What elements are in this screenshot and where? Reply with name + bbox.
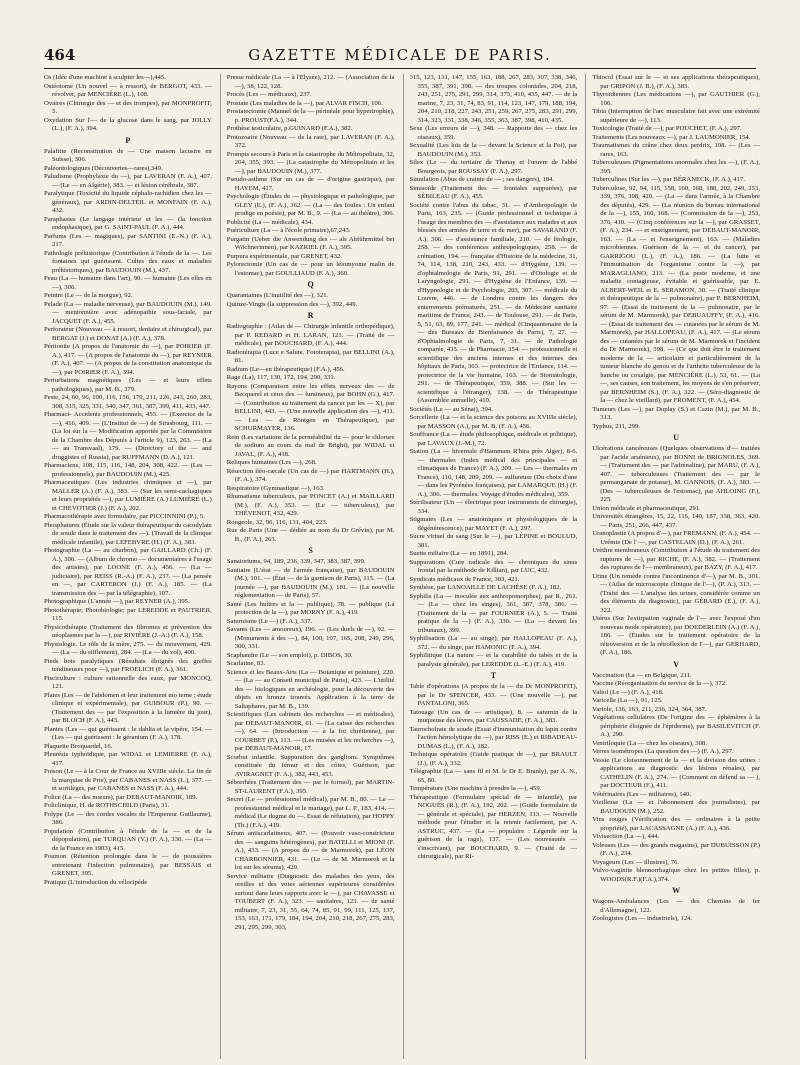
index-entry: Sociétés (Le — au Sénat), 394. xyxy=(409,405,493,413)
index-entry: Psychologie (Études de — physiologique et pathologique, par GLEY (E.), (F. A.), 362. — (La — des foules : Un enfant prodige en poésie), par M. B., 9. — (La — au théâtre), 306. xyxy=(226,193,395,217)
index-entry: Variole, 136, 163, 211, 236, 324, 364, 387. xyxy=(592,705,707,713)
index-entry: Vulvo-vaginite blennorrhagique chez les petites filles), p. WOODS(R.F.)(F.A.),374. xyxy=(592,867,760,883)
index-entry: Plaquette Broquardel, 16. xyxy=(44,742,113,750)
index-entry: Reliques humaines (Les —), 268. xyxy=(226,459,317,467)
index-entry: Peintre (Le — de la morgue), 92. xyxy=(44,292,133,300)
index-entry: Syphilisation (La — au singe), par HALLOPEAU (F. A.), 372. — du singe, par HAMONIC (F. A.), 394. xyxy=(409,635,578,651)
index-entry: Phosphatures (Étude sur la valeur thérapeutique du cacodylate de soude dans le traitement des —). (Travail de la clinique médicale infantile), par LEFEBVRE (H.) (F. A.), 383. xyxy=(44,521,212,546)
index-columns xyxy=(44,74,760,1059)
index-entry: Ulcérations cancéreuses (Quelques observations d'— traitées par l'acide arsénieux), par BONNI de BRIGNOLES, 369. — (Traitement des — par l'adrénaline), par MARU, (F. A.), 407. — tuberculeuses (Traitement des — par le permanganate de potasse), M. GANNOIS, (F. A.), 383. — (Des — tuberculeuses de l'estomac), par AHLOING (F.), 225. xyxy=(592,445,760,504)
index-entry: Pelade (La — maladie nerveuse), par BAUDOUIN (M.), 149. — mentonnière avec adénopathie sous-faciale, par JACQUET (F. A.), 455. xyxy=(44,300,212,325)
index-entry: Perturbations magnétiques (Les — et leurs effets pathologiques), par M. B., 379. xyxy=(44,377,212,393)
index-entry: Température (Une machine à prendre la —), 459. xyxy=(409,785,542,793)
page-header xyxy=(44,44,756,69)
index-entry: Radium (Le—en thérapeutique) (F.A.), 456. xyxy=(226,365,345,373)
index-entry: Secret (Le — professionnel médical), par M. B., 80. — Le — professionnel médical et le mariage), par L. P., 183, 414. — médical (Le dogme du —. Essai de réfutation), par HOPPY (Th.) (F.A.), 419. xyxy=(226,796,395,829)
index-entry: Parfums (Les — magiques), par SANTINI (E.-N.) (F. A.), 217. xyxy=(44,232,212,249)
index-entry: Sorcellerie (La — et la science des poisons au XVIIIe siècle), par MASSON (A.), par M. B. (F. A.), 456. xyxy=(409,414,578,430)
index-entry: Uranoplastie (A propos d'—), par FREMANN, (F. A.), 454. — Urémie (De l' —, par CASTELAIN (D.), (F. A.), 261. xyxy=(592,530,760,546)
index-entry: Poison (Le — à la Cour de France au XVIIIe siècle. La fin de la marquise de Prie), par CABANES et NASS (L.), 377. — et sortilèges, par CABANES et NASS (F. A.), 444. xyxy=(44,768,212,793)
index-column-2 xyxy=(220,74,395,1059)
index-entry: Traitements (Les nouveaux —), par J. LAUMONIER, 154. xyxy=(592,133,751,141)
index-entry: Peste, 24, 60, 96, 100, 116, 156, 179, 211, 226, 243, 260, 283, 308, 315, 325, 331, 340, 347, 361, 387, 399, 411, 433, 447. xyxy=(44,394,212,410)
index-entry: Poumon (Rétention prolongée dans le — de poussières entretenant l'infection pulmonaire), par BESSAIS et GRENET, 395. xyxy=(44,853,212,878)
index-entry: Publicité (La — médicale), 434. xyxy=(226,218,313,226)
index-entry: Suette miliaire (La — en 1891), 284. xyxy=(409,550,509,557)
index-entry: Procès (Les — médicaux), 237. xyxy=(226,91,312,98)
index-entry: Ventriloquie (La — chez les oiseaux), 308. xyxy=(592,739,708,747)
index-entry: Paralytique (Toxicité du liquide céphalo-rachidien chez les — généraux), par ARDIN-DELTEIL et MONFAIN (F. A.), 432. xyxy=(44,190,212,215)
index-entry: 315, 123, 131, 147, 155, 163, 188, 267, 283, 307, 338, 346, 355, 387, 391, 398. — des troupes coloniales, 204, 218, 243, 251, 275, 291, 299, 314, 375, 410, 435, 447. — de la marine, 7, 23, 31, 74, 83, 91, 114, 123, 147, 179, 188, 194, 204, 210, 218, 227, 243, 251, 259, 267, 275, 283, 291, 299, 314, 323, 331, 338, 346, 355, 363, 387, 398, 410, 435. xyxy=(409,74,578,124)
section-letter: V xyxy=(673,659,680,669)
section-letter: Q xyxy=(307,280,314,289)
index-entry: Population (Contribution à l'étude de la — et de la dépopulation), par TURQUAN (V.) (F. A.), 330. — (La — de la France en 1903), 415. xyxy=(44,827,212,852)
index-entry: Pseudo-asthme (Sur un cas de — d'origine gastrique), par HAYEM, 417. xyxy=(226,176,395,192)
section-letter: S xyxy=(308,546,313,556)
index-entry: Toxicologie (Traité de —), par POUCHET, (F. A.), 297. xyxy=(592,125,742,132)
index-entry: Scarlatine, 83. xyxy=(226,660,266,668)
index-entry: Policlinique, H. de ROTHSCHILD (Paris), 31. xyxy=(44,802,170,810)
index-entry: Ovaires (Chirurgie des — et des trompes), par MONPROFIT, 5. xyxy=(44,99,212,115)
index-entry: Prothèse testiculaire, p.GUINARD (F.A.), 382. xyxy=(226,125,353,132)
index-entry: Pieds bots paralytiques (Résultats éloignés des greffes tendineuses pour —), par FROELICH (F. A.), 361. xyxy=(44,657,212,674)
index-entry: Radiotérapia (Luce e Salute. Fototerapia), par BELLINI (A.), 81. xyxy=(226,348,395,365)
index-entry: Photographie (La — au charbon), par GAILLARD (Ch.) (F. A.), 306. — (Album de chromo — documentaires à l'usage des artistes), par LOONE (F. A.), 456. — (La — judiciaire), par REISS (R.-A.) (F. A.), 237. — (La pensée en —, par CARTERON (J.) (F. A.), 185. — (La transmission des — par la télégraphie), 107. xyxy=(44,547,212,597)
index-entry: Presse médicale (La — à l'Élysée), 212. — (Association de la —), 38, 122, 128. xyxy=(226,74,395,90)
index-entry: Pharmaceutiques (Les industries chimiques et —), par MALLER (A.) (F. A.), 383. — (Sur les semi-cachagiques et leurs propriétés —), par LUMIÈRE (A.) LUMIÈRE (L.) et CHEVOTIER (J.) (F. A.), 202. xyxy=(44,479,212,512)
index-entry: Palafitte (Reconstitution de — Une maison lacustre en Suisse), 306. xyxy=(44,147,212,164)
index-entry: Plantes (Les — qui guérissent : le dahlia et la vipère, 154. — (Les — qui guérissent : le géranium (F. A.), 178. xyxy=(44,725,212,742)
page-number: 464 xyxy=(44,46,76,64)
index-entry: Purgatin (Ueber die Anwendung des — als Abführmittel bei Wöchnerinnen), par KAZRIEL (F. A.), 395. xyxy=(226,235,395,251)
index-entry: Urèthre membraneux (Contribution à l'étude du traitement des ruptures de —), par RICHE, (F. A.), 382. — (Traitement des ruptures de l'— membraneux), par BAZY, (F. A.), 417. xyxy=(592,547,760,572)
index-entry: Résection iléo-cæcale (Un cas de —) par HARTMANN (H.), (F. A.), 374. xyxy=(226,467,395,484)
index-entry: Oxydation Sur l'— de la glucose dans le sang, par JOLLY (L.), (F. A.), 394. xyxy=(44,116,212,132)
index-entry: Pylorectomie (Un cas de — pour un léiomyome malin de l'estomac), par GOULLIAUD (F. A.), 360. xyxy=(226,261,395,277)
index-entry: Paludisme (Prophylaxie du —), par LAVERAN (F. A.), 407. — (Le — en Algérie), 383. — et lésion cérébrale, 387. xyxy=(44,173,212,189)
index-entry: Pharmaci- Accidents professionnels, 455. — (Exercice de la —), 416, 409. — (L'Institut de —) de Strasbourg, 111. — (La loi sur la — Modification apportée par la Commission de la Chambre des Députés à l'article 9), 123, 263. — (La — au Transvaal), 179. — (Directory of the — and druggistes of Russia), par RUFFMANN (D. A.), 121. xyxy=(44,411,212,461)
index-entry: Vaccination (La — en Belgique, 211. xyxy=(592,671,692,679)
index-entry: Tibia (Interruption de l'arc musculaire fait avec une extrémité supérieure de —), 113. xyxy=(592,108,760,124)
index-entry: Varicelle (La —), 91, 125. xyxy=(592,697,663,705)
index-entry: Synthèse, par LANOAILLE DE LACHÈSE (F. A.), 182. xyxy=(409,584,562,591)
section-letter: W xyxy=(672,886,681,896)
index-entry: Thiocol (Essai sur le — et ses applications thérapeutiques), par GRIPON (J. B.), (F. A.), 383. xyxy=(592,74,760,90)
index-entry: Scaphandre (Le — son emploi), p. DIBOS, 30. xyxy=(226,651,353,659)
index-entry: Pharmacothérapie avec formulaire, par PICCINNINI (P.), 5. xyxy=(44,513,205,521)
index-entry: Puériculture (La — à l'école primaire),67,243. xyxy=(226,227,351,234)
index-entry: Verres isométropes (La question des —) (F. A.), 297. xyxy=(592,748,734,756)
index-entry: Vaccine (Réorganisation du service de la —), 372. xyxy=(592,680,727,688)
index-entry: Sérum antiscarlatineux, 407. — (Pouvoir vaso-constricteur des — sanguins hétérogènes), par BATELLI et MIONI (F. A.), 433. — (A propos du — de Marmorek), par LÉON CHARBONNIER, 431. — (Le — de M. Marmorek et la loi sur les sérums), 429. xyxy=(226,830,395,872)
index-entry: Syphilitique (La nature — et la curabilité du tabès et de la paralysie générale), par LEREDDE (L.-E.) (F. A.), 419. xyxy=(409,652,578,668)
index-entry: Physicothérapie (Traitement des fibromes et prévention des néoplasmes par la —), par RIVIÈRE (J.-A.) (F. A.), 158. xyxy=(44,623,212,640)
index-entry: Ostéotome (Un nouvel — à ressort), de BERGOT, 433. — révolver, par MENCIÈRE (L.), 108. xyxy=(44,82,212,98)
section-letter: U xyxy=(673,433,680,442)
index-entry: Vieillesse (La — et l'abonnement des journalistes), par BAUDOUIN (M.), 252. xyxy=(592,799,760,815)
index-entry: Rougeole, 32, 96, 116, 131, 404, 223. xyxy=(226,518,328,526)
index-entry: Union médicale et pharmaceutique, 291. xyxy=(592,504,701,512)
index-entry: Stigmates (Les — anatomiques et physiologiques de la dégénérescence), par MAYET (F. A.), 297. xyxy=(409,516,578,532)
index-entry: Quinze-Vingts (la suppression des —), 392, 449. xyxy=(226,300,358,308)
index-entry: Péritonite (A propos de l'anatomie du —), par POIRIER (F. A.), 417. — (A propos de l'anatomie du —), par REYNIER (F. A.), 407. — (A propos de la constitution anatomique du —), par POIRIER (F. A.), 394. xyxy=(44,343,212,376)
index-entry: Sexualité (Les lois de la — devant la Science et la Foi), par BAUDOUIN (M.), 353. xyxy=(409,142,578,158)
index-entry: Zoologistes (Les — industriels), 124. xyxy=(592,915,693,923)
index-entry: Radiographie : (Atlas de — Chirurgie infantile orthopédique), par P. REDARD et H. LARAN, 121. — (Traité de — médicale), par BOUCHARD, (F. A.), 444. xyxy=(226,323,395,348)
index-entry: Tuberculeuses (Pigmentations anormales chez les —), (F. A.), 395. xyxy=(592,159,760,175)
index-entry: Photothérapie; Photobiologie; par LEREDDE et PAUTRIER, 115. xyxy=(44,606,212,623)
index-entry: Station (La — hivernale d'Hammam R'hira près Alger), 8-6. — thermales (Index médical des principales — et climatiques de France) (F. A.), 209. — Les — thermales en France), 116, 148, 209, 209. — sulfureuse (Du choix d'une — dans les Pyrénées françaises), par LAMARQUE (H.) (F. A.), 306. — thermales. Voyage d'études médicales), 359. xyxy=(409,448,578,498)
index-entry: Vétérinaires (Les — militaires), 140. xyxy=(592,790,692,798)
index-entry: Paraphasies (Le langage intérieur et les — (la fonction endophasique), par G. SAINT-PAUL (F. A.), 444. xyxy=(44,215,212,232)
index-entry: Scientifiques (Les cabinets des recherches — et médicales), par DEBAUT-MANOIR, 61. — (La caisse des recherches —), 64. — (Introduction — à la foi chrétienne), par COURBET (P.), 113. — (Les musées et les recherches —), par DEBAUT-MANOIR, 17. xyxy=(226,711,395,753)
index-entry: Universités étrangères, 15, 22, 116, 140, 187, 338, 363, 420. — Paris, 251, 266, 447, 437. xyxy=(592,513,760,529)
index-entry: Respiratoire (Gymnastique —), 163. xyxy=(226,484,325,492)
index-entry: Purpura expérimentale, par GRENET, 432. xyxy=(226,252,342,260)
index-entry: Pratique (L'introduction du vélocipède xyxy=(44,878,148,886)
index-entry: Vins rouges (Vérification des — ordinaires à la petite propriété), par LACASSAGNE (A.) (F. A.), 436. xyxy=(592,816,760,832)
index-entry: Photographique (L'année —), par REYNER (A.), 395. xyxy=(44,598,190,606)
index-entry: Physiologie. Le rôle de la mère, 275. — du mouvement, 429. — (La — du sifflement), 284. — (La — du vol), 400. xyxy=(44,640,212,657)
index-entry: Urine (Un remède contre l'incontinence d'—), par M. B., 301. — (Atlas de microscopie clinique de l'—), (P. A.), 313. — (Traité des — L'analyse des urines, considérée comme un des éléments du diagnostic), par GÉRARD (E.), (F. A.), 322. xyxy=(592,572,760,614)
index-entry: Sinusoïde (Traitement des — frontales suppurées), par SÉBILEAU (F. A.), 455. xyxy=(409,184,578,200)
index-entry: Sucre virtuel du sang (Sur le —), par LÉPINE et BOULUD, 381. xyxy=(409,533,578,549)
index-entry: Os (Idée d'une machine à sculpter les—),445. xyxy=(44,74,166,81)
index-entry: Tatouage (Un cas de — artistique), 8. — saturnin de la muqueuse des lèvres, par CAUSSADE, (F. A.), 383. xyxy=(409,708,578,725)
index-entry: Quarantaines (L'inutilité des —), 321. xyxy=(226,292,329,300)
index-entry: Rage (La), 117, 130, 172, 194, 290, 331. xyxy=(226,374,336,382)
section-letter: T xyxy=(490,671,497,680)
index-entry: Protozoaire (Nouveau — de la rate), par LAVERAN (F. A.), 372. xyxy=(226,133,395,149)
index-entry: Suppurations (Cure radicale des — chroniques du sinus frontal par la méthode de Killian), par LUC, 432. xyxy=(409,558,578,574)
index-entry: Vessie (Le cloisonnement de la — et la division des urines : applications au diagnostic des lésions rénales), par CATHELIN (F. A.), 274. — (Comment on défend sa — ), par DOCTEUR (F.), 411. xyxy=(592,756,760,790)
section-letter: P xyxy=(125,135,131,145)
index-entry: Rue de Paris (Une — dédiée au nom du Dr Grévin), par M. B., (F. A.), 263. xyxy=(226,527,395,543)
index-entry: Rayons (Comparaison entre les effets nerveux des — de Becquerel et ceux des — lumineux), par BOHN (G.), 417. — (Contribution au traitement du cancer par les — X), par BELLINI, 443. — (Une nouvelle application des —), 411. — Les — de Röntgen en Thérapeutique), par SCHURMAYER, 136. xyxy=(226,382,395,433)
index-entry: Prompts secours à Paris et la catastrophe du Métropolitain, 32, 204, 355, 393. — (La catastrophe du Métropolitain et les —), par BAUDOUIN (M.), 377. xyxy=(226,150,395,175)
index-entry: Thérapeutique (Formulaire spécial de — infantile), par NOGUÉS (R.), (F. A.), 192, 202. — (Guide formulaire de — générale et spéciale), par HERZEN, 113. — Nouvelle méthode pour l'étudier et la retenir facilement, par A. ASTRUC, 437. — (La — populaire : Légende sur la guérison de la rage), 137. — (Les nouveautés — s'inscrivant), par BOUCHARD, 9. — (Traité de — chirurgicale), par RI- xyxy=(409,793,578,861)
index-entry: Végétations cellulaires (De l'origine des — éphémères à la périphérie éloignée de l'épiderme), par BASILEVITCH (F. A.), 290. xyxy=(592,714,760,739)
index-entry: Typhus, 211, 299. xyxy=(592,422,641,430)
index-column-4 xyxy=(585,74,760,1059)
index-entry: Pharmaciens, 108, 115, 116, 148, 204, 308, 422. — (Les — professionnels), par BAUDOUIN (M.), 425. xyxy=(44,462,212,478)
index-entry: Traumatismes du crâne chez deux perdrix, 108. — (Les — rares, 163. xyxy=(592,142,760,158)
index-entry: Tuberculines (Sur les —), par BÉRANECK, (F. A.), 417. xyxy=(592,176,745,183)
index-entry: Thyroïdiennes (Les médications —), par GAUTHIER (G.), 106. xyxy=(592,91,760,107)
index-entry: Silex (Le — du tertiaire de Thenay et l'œuvre de l'abbé Bourgeois, par ROUSSAY (F. A.), 297. xyxy=(409,159,578,175)
index-entry: Valiol (Le —) (F. A.), 418. xyxy=(592,688,664,696)
index-entry: Science et les Beaux-Arts (La — Botanique et peinture), 220. — (La — au Conseil municipal de Paris), 423. — L'utilité des — biologiques en archéologie, pour la découverte des objets en bronze trouvés. Application à la terre de Saltaphares, par M. B., 139. xyxy=(226,668,395,710)
index-entry: Voleuses (Les — des grands magasins), par DUBUISSON (P.) (F. A.), 234. xyxy=(592,841,760,858)
index-entry: Rhumatisme tuberculeux, par PONCET (A.) et MAILLARD (M.), (F. A.), 353. — (Le — tuberculeux), par THÉVENOT, 432, 429. xyxy=(226,493,395,518)
index-entry: Service militaire (Diagnostic des maladies des yeux, des oreilles et des voies aériennes supérieures considérées surtout dans leurs rapports avec le —), par CHAVASSE et TOUBERT (F. A.), 323. — sanitaires, 123. — de santé militaire, 7, 23, 31, 55, 64, 74, 85, 91, 99, 111, 125, 137, 153, 163, 171, 179, 184, 194, 204, 210, 218, 267, 275, 283, 291, 295, 299, 303, xyxy=(226,872,395,931)
index-entry: Santé (Les huîtres et la — publique), 78. — publique (La protection de la —), par MORNY (F. A.), 419. xyxy=(226,600,395,617)
index-entry: Simulation (Abus de crainte de — ; ses dangers), 184. xyxy=(409,176,555,183)
index-entry: Voyageurs (Les — illustres), 76. xyxy=(592,858,680,866)
index-entry: Wagons-Ambulances (Les — des Chemins de fer d'Allemagne), 122. xyxy=(592,898,760,914)
index-entry: Souffrance (La — étude philosophique, médicale et politique), par LAVAUX (J.-M.), 72. xyxy=(409,431,578,447)
index-entry: Utérus (Sur l'extirpation vaginale de l'— avec l'exposé d'un nouveau mode opératoire), par DOEDERLEIN (A.) (F. A.), 186. — (Études sur le traitement opératoire de la rétroversion et de la rétroflexion de l'—), par GERHARD, (F. A.), 186. xyxy=(592,615,760,657)
index-entry: Police (La — des mœurs), par DEBAUT-MANOIR, 189. xyxy=(44,793,198,801)
index-entry: Sanitaire (L'état — de l'armée française), par BAUDOUIN (M.), 101. — (État — de la garnison de Paris), 115. — (La journée —), par BAUDOUIN (M.), 181. — (La nouvelle réglementation — de Paris), 57. xyxy=(226,566,395,600)
index-entry: Stérilisateur (Un — électrique pour instruments de chirurgie), 334. xyxy=(409,499,578,515)
index-entry: Tumeurs (Les —), par Duplay (S.) et Cazin (M.), par M. B., 313. xyxy=(592,405,760,421)
index-entry: Table d'opérations (A propos de la — du Dr MONPROFIT), par le Dr SPENCER, 433. — (Une nouvelle —), par PANTALONI, 365. xyxy=(409,683,578,708)
index-entry: Saturnisme (Le —) (F. A.), 337. xyxy=(226,617,313,625)
index-entry: Pleurésie typhoïdique, par WIDAL et LEMIERRE (F. A.), 417. xyxy=(44,751,212,767)
index-entry: Plaies (Les — de l'abdomen et leur traitement mo terne ; étude clinique et expérimentale), par GUIBOUR (P.), 90. — (Traitement des — par l'exposition à la lumière du jour), par BLOCH (F. A.), 443. xyxy=(44,691,212,725)
index-entry: Société contre l'abus du tabac, 31. — d'Anthropologie de Paris, 163, 235. — (Guide professionnel et technique à l'usage des membres des — d'assistance aux malades et aux blessés des armées de terre et de mer), par SAVARAND (F. A.), 306. — d'assistance familiale, 210. — de biologie, 258. — des conférences anthropologiques, 258. — de crémation, 194. — française d'Histoire de la médecine, 31, 74, 114, 138, 210, 243, 433. — d'Hygiène, 139. — d'ophtalmologie de Paris, 91, 291. — d'Otologie et de Laryngologie, 291. — d'Hygiène de l'Enfance, 139. — d'Hypnologie et de Psychologie, 203, 307. — médicale du Louvre, 446. — de Londres contre les dangers des enterrements prématurés, 251. — de Médecine sanitaire maritime de France, 243. — de Toulouse, 291. — de Paris, 5, 51, 63, 89, 177, 241. — médical (Cinquantenaire de la — des Bureaux de Bienfaisance de Paris), 7, 27. — d'Ophtalmologie de Paris, 7, 31. — de Pathologie comparée, 435. — de Pharmacie, 354. — professionnelle et scientifique des anciens internes et des internes des hôpitaux de Paris, 363. — protectrice de l'Enfance, 114. — protectrice de la vie humaine, 163. — de Stomatologie, 291. — de Thérapeutique, 359, 388. — (Sur les — scientifique à l'étranger), 138. — de Thérapeutique (Assemblée annuelle), 410. xyxy=(409,201,578,404)
index-entry: Télégraphie (La — sans fil et M. le Dr E. Branly), par A. N., 65, 80. xyxy=(409,768,578,784)
index-entry: Prostate (Les maladies de la —), par ALVAR FISCH, 106. xyxy=(226,99,383,107)
index-entry: Rein (Les variations de la perméabilité du — pour le chlorure de sodium au cours du mal de Bright), par WIDAL et JAVAL, (F. A.), 418. xyxy=(226,433,395,458)
index-entry: Polype (Le — des cordes vocales de l'Empereur Guillaume), 386. xyxy=(44,810,212,827)
section-letter: R xyxy=(307,311,314,321)
index-entry: Vivisection (La —), 444. xyxy=(592,833,660,841)
index-entry: Perforateur (Nouveau — à ressort, dentaire et chirurgical), par BERGAT (J.) et DONAT (A.) (F. A.), 378. xyxy=(44,326,212,342)
index-entry: Séborrhées (Traitement des — par le formol), par MARTIN-ST-LAURENT (F.A.), 395. xyxy=(226,779,395,795)
index-entry: Scorbut infantile. Suppuration des ganglions. Symptômes constituée du fémur et des côtes, Guérison, par AVIRAGNET (F. A.), 382, 443, 453. xyxy=(226,753,395,778)
index-column-3 xyxy=(403,74,578,1059)
index-entry: Prostatectomie (Manuel de la — périnéale pour hypertrophie), p. PROUST(F.A.), 344. xyxy=(226,108,395,124)
journal-title: GAZETTE MÉDICALE DE PARIS. xyxy=(248,46,552,64)
index-entry: Peau (La — humaine dans l'art), 90. — humaine (Les elles en —), 306. xyxy=(44,275,212,291)
index-entry: Syphilis (La — inoculée aux anthropomorphes), par R., 261. — (La — chez les singes), 361, 387, 378, 386. — (Traitement de la — par FOURNIER (A.), 5. — Traité pratique de la —) (F. A.), 330. — (La — devant les tribunaux), 399. xyxy=(409,592,578,634)
index-entry: Pathologie préhistorique (Contribution à l'étude de la —. Les fontaines qui guérissent. Cultes des eaux et maladies préhistoriques), par BAUDOUIN (M.), 437. xyxy=(44,249,212,274)
index-entry: Savants (Les — amoureux), 196. — (Les duels de —), 92. — (Monuments à des —), 84, 100, 107, 165, 208, 249, 296, 300, 331. xyxy=(226,626,395,651)
index-entry: Tuberculose, 92, 94, 115, 158, 160, 168, 188, 202, 249, 253, 339, 376, 398, 420. — (La — dans l'armée, à la Chambre des députés), 429. — (La réunion du bureau international de la —), 155, 160, 168. — (Commission de la —), 253, 376, 410. — (Cinq conférences sur la —), par GRASSET, (F. A.), 234. — et enseignement, par DEBAUT-MANOIR, 163. — (La — et l'enseignement), 163. — (Maladies microbiennes. Guérison de la — et du cancer), par GARRIGOU (L.), (F. A.), 186. — (La lutte et l'immunisation de l'organisme contre la —), par MARAGLIANO, 213. — (La peste moderne, et une maladie contagieuse, évitable et guérissable, par E. ALBERT-WEIL et E. SERAMON, 30. — (Traité clinique et thérapeutique de la — pulmonaire), par P. BERNHEIM, 97. — (Essai de traitement de la — pulmonaire, par le sérum de M. Marmorek), par DEBUAUFFY, (F. A.), 416. — (Essai de traitement des — cutanées par le sérum de M. Marmorek), par HALLOPEAU, (F. A.), 417. — (Le sérum des — cutanées par le sérum de M. Marmorek et l'incident du Dr Marmorek), 398. — (Ce que doit être le traitement moderne de la — articulaire et particulièrement de la tumeur blanche du genou et de l'arthrite tuberculeuse de la hanche ou coxalgie, par MENCIÈRE (L.), 53, 61. — (La —, ses causes, son traitement, les moyens de s'en préserver, par BERNHEIM (S.), (F. A.), 322. — (Séro-diagnostic de la — chez le vieillard), par FROMENT, (F. A.), 454. xyxy=(592,184,760,404)
index-entry: Sexe (Les erreurs de —), 348. — Rapports des — chez les oiseaux), 359. xyxy=(409,125,578,141)
index-column-1 xyxy=(44,74,212,1059)
index-entry: Pisciculture : culture rationnelle des eaux, par MONCOQ, 121. xyxy=(44,674,212,691)
index-entry: Technique opératoire (Guide pratique de —), par BRAULT (J.), (F. A.), 332. xyxy=(409,751,578,767)
index-entry: Sanatoriums, 94, 189, 236, 339, 347, 383, 387, 399. xyxy=(226,558,366,566)
index-entry: Taurocholrate de soude (Essai d'immunisation du lapin contre l'action hémolytique du —), par RISS (E.) et RIBADEAU-DUMAS (L.), (F. A.), 182. xyxy=(409,725,578,750)
index-entry: Paléontologiques (Découvertes—rares),349. xyxy=(44,164,163,172)
index-entry: Syndicats médicaux de France, 303, 421. xyxy=(409,575,520,583)
